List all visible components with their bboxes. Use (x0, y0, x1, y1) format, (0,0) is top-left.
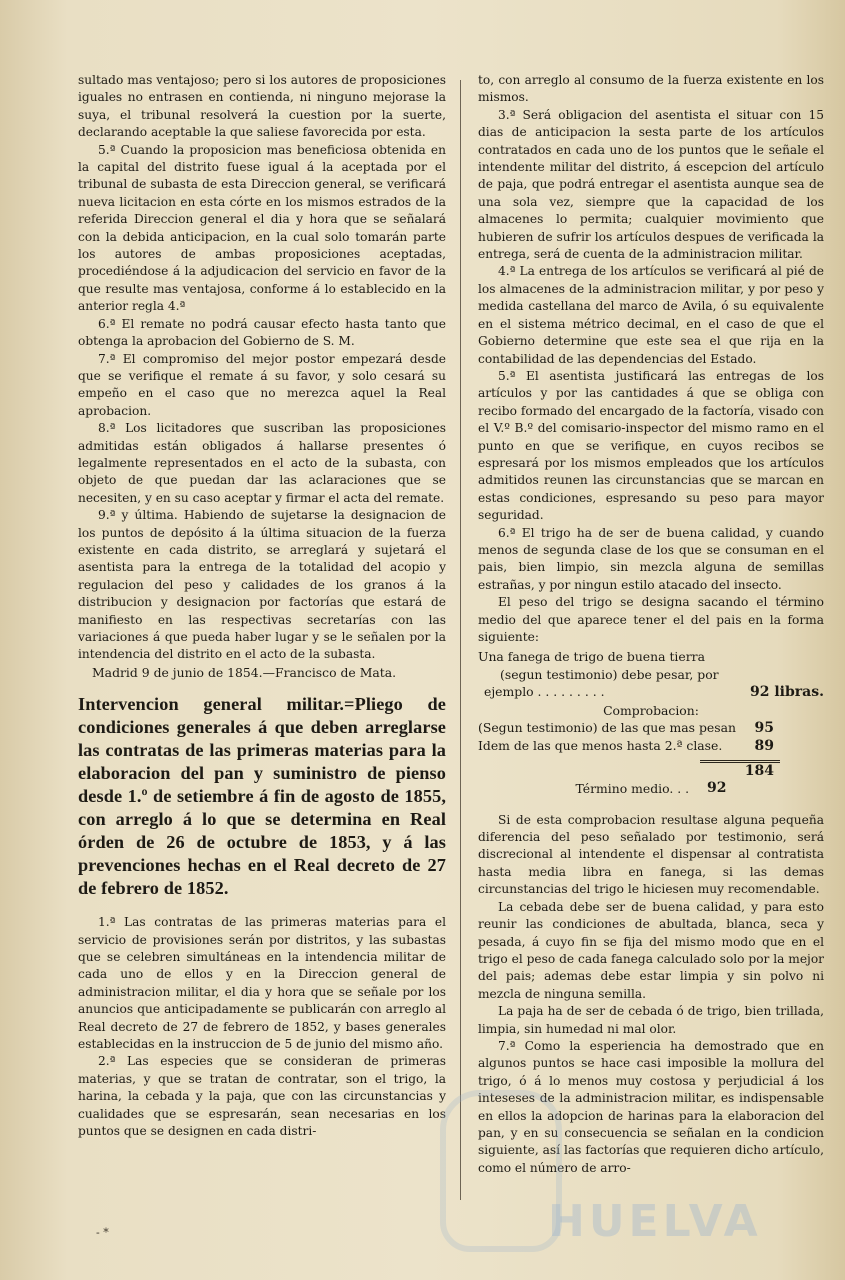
clause-2: 2.ª Las especies que se consideran de primeras materias, y que se tratan de contratar, son el trigo, la harina, la cebada y la paja, que con las circunstancias y cualidades que se espresarán, sean necesarias en los puntos que se designen en cada distri- (78, 1054, 446, 1139)
clause-7: 7.ª Como la esperiencia ha demostrado que en algunos puntos se hace casi imposible la mollura del trigo, ó á lo menos muy costosa y perjudicial á los inteseses de la administracion militar, es indispensable en ellos la adopcion de harinas para la elaboracion del pan, y en su consecuencia se señalan en la condicion siguiente, así las factorías que requieren dicho artículo, como el número de arro- (478, 1038, 824, 1175)
paragraph: La cebada debe ser de buena calidad, y para esto reunir las condiciones de abultada, blanca, seca y pesada, á cuyo fin se fija del mismo modo que en el trigo el peso de cada fanega calculado solo por la mejor del pais; ademas debe estar limpia y sin polvo ni mezcla de ninguna semilla. (478, 899, 824, 1001)
watermark: HUELVA (548, 1196, 762, 1247)
column-divider (460, 80, 461, 1200)
library-stamp-shape (440, 1090, 562, 1252)
clause-1: 1.ª Las contratas de las primeras materias para el servicio de provisiones serán por distritos, y las subastas que se celebren simultáneas en la intendencia militar de cada uno de ellos y en la Direccion general de administracion militar, el dia y hora que se señale por los anuncios que anticipadamente se publicarán con arreglo al Real decreto de 27 de febrero de 1852, y bases generales establecidas en la instruccion de 5 de junio del mismo año. (78, 915, 446, 1052)
section-heading: Intervencion general militar.=Pliego de condiciones generales á que deben arreglarse las contratas de las primeras materias para la elaboracion del pan y suministro de pienso desde 1.º de setiembre á fin de agosto de 1855, con arreglo á lo que se determina en Real órden de 26 de octubre de 1853, y á las prevenciones hechas en el Real decreto de 27 de febrero de 1852. (78, 694, 446, 899)
comparison-label: Comprobacion: (603, 702, 699, 718)
paragraph: to, con arreglo al consumo de la fuerza existente en los mismos. (478, 73, 824, 105)
condition-7: 7.ª El compromiso del mejor postor empezará desde que se verifique el remate á su favor, y solo cesará su empeño en el caso que no merezca aquel la Real aprobacion. (78, 351, 446, 418)
paragraph: sultado mas ventajoso; pero si los autores de proposiciones iguales no entrasen en contienda, ni ninguno mejorase la suya, el tribunal resolverá la cuestion por la suerte, declarando aceptable la que saliese favorecida por esta. (78, 73, 446, 140)
mean-value: 92 (707, 780, 727, 797)
paragraph: El peso del trigo se designa sacando el término medio del que aparece tener el del pais en la forma siguiente: (478, 595, 824, 644)
weight-line: Una fanega de trigo de buena tierra (478, 649, 705, 665)
weight-table (478, 648, 824, 797)
mean-label: Término medio. . . (575, 781, 690, 797)
paragraph: Si de esta comprobacion resultase alguna pequeña diferencia del peso señalado por testimonio, será discrecional al intendente el dispensar al contratista hasta media libra en fanega, si las demas circunstancias del trigo le hiciesen muy recomendable. (478, 812, 824, 897)
signature-line: Madrid 9 de junio de 1854.—Francisco de Mata. (92, 664, 397, 680)
right-column (478, 72, 824, 1242)
left-column (78, 72, 446, 1242)
condition-6: 6.ª El remate no podrá causar efecto hasta tanto que obtenga la aprobacion del Gobierno de S. M. (78, 316, 446, 349)
weight-line: Idem de las que menos hasta 2.ª clase. (478, 738, 723, 754)
footer-mark: - * (96, 1226, 109, 1239)
weight-value: 95 (754, 720, 774, 737)
weight-line: ejemplo . . . . . . . . . (484, 684, 605, 700)
condition-8: 8.ª Los licitadores que suscriban las proposiciones admitidas están obligados á hallarse presentes ó legalmente representados en el acto de la subasta, con objeto de que puedan dar las aclaraciones que se necesiten, y en su caso aceptar y firmar el acta del remate. (78, 421, 446, 505)
condition-9: 9.ª y última. Habiendo de sujetarse la designacion de los puntos de depósito á la última situacion de la fuerza existente en cada distrito, se arreglará y sujetará el asentista para la entrega de la totalidad del acopio y regulacion del peso y calidades de los granos á la distribucion y designacion por factorías que estará de manifiesto en las respectivas secretarías con las variaciones á que pueda haber lugar y se le señalen por la intendencia del distrito en el acto de la subasta. (78, 508, 446, 662)
clause-5: 5.ª El asentista justificará las entregas de los artículos y por las cantidades á que se obliga con recibo formado del encargado de la factoría, visado con el V.º B.º del comisario-inspector del mismo ramo en el punto en que se verifique, en cuyos recibos se espresará por los mismos empleados que los artículos admitidos reunen las circunstancias que se marcan en estas condiciones, espresando su peso para mayor seguridad. (478, 368, 824, 523)
paragraph: La paja ha de ser de cebada ó de trigo, bien trillada, limpia, sin humedad ni mal olor. (478, 1004, 824, 1036)
clause-3: 3.ª Será obligacion del asentista el situar con 15 dias de anticipacion la sesta parte de los artículos contratados en cada uno de los puntos que le señale el intendente militar del distrito, á escepcion del artículo de paja, que podrá entregar el asentista aunque sea de una sola vez, siempre que la capacidad de los almacenes lo permita; cualquier movimiento que hubieren de sufrir los artículos despues de verificada la entrega, será de cuenta de la administracion militar. (478, 107, 824, 262)
weight-line: (segun testimonio) debe pesar, por (500, 666, 719, 682)
weight-line: (Segun testimonio) de las que mas pesan (478, 720, 736, 736)
clause-4: 4.ª La entrega de los artículos se verificará al pié de los almacenes de la administracion militar, y por peso y medida castellana del marco de Avila, ó su equivalente en el sistema métrico decimal, en el caso de que el Gobierno determine que este sea el que rija en la contabilidad de las dependencias del Estado. (478, 264, 824, 366)
weight-sum: 184 (744, 762, 774, 779)
weight-value: 89 (754, 738, 774, 755)
condition-5: 5.ª Cuando la proposicion mas beneficiosa obtenida en la capital del distrito fuese igual á la aceptada por el tribunal de subasta de esta Direccion general, se verificará nueva licitacion en esta córte en los mismos estrados de la referida Direccion general el dia y hora que se señalará con la debida anticipacion, en la cual solo tomarán parte los autores de ambas proposiciones aceptadas, procediéndose á la adjudicacion del servicio en favor de la que resulte mas ventajosa, conforme á lo establecido en la anterior regla 4.ª (78, 142, 446, 314)
weight-value: 92 libras. (750, 684, 824, 701)
clause-6: 6.ª El trigo ha de ser de buena calidad, y cuando menos de segunda clase de los que se consuman en el pais, bien limpio, sin mezcla alguna de semillas estrañas, y por ningun estilo atacado del insecto. (478, 525, 824, 592)
